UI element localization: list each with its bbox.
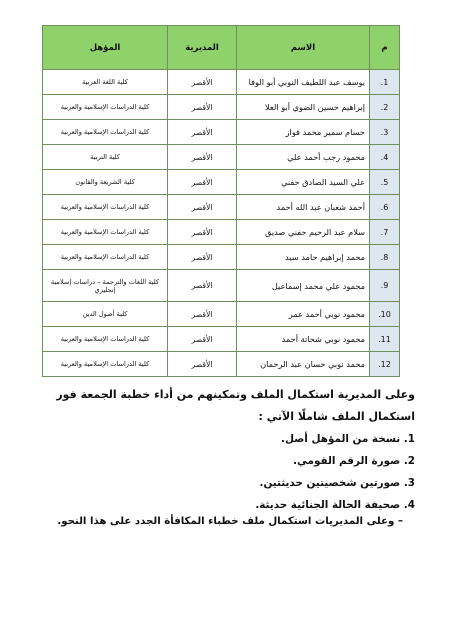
row-directorate: الأقصر: [168, 327, 237, 352]
row-qualification: كلية الشريعة والقانون: [43, 170, 168, 195]
intro-paragraph: وعلى المديرية استكمال الملف وتمكينهم من أداء خطبة الجمعة فور استكمال الملف شاملًا الآتي :: [56, 388, 415, 423]
row-name: محمد إبراهيم حامد سيد: [237, 245, 370, 270]
row-name: إبراهيم حسين الضوي أبو العلا: [237, 95, 370, 120]
row-number: 5.: [370, 170, 400, 195]
table-row: [43, 327, 400, 352]
row-qualification: كلية اللغات والترجمة – دراسات إسلامية إنجليزي: [43, 270, 168, 302]
closing-note: – وعلى المديريات استكمال ملف خطباء المكافأة الجدد على هذا النحو.: [57, 516, 403, 527]
table-row: [43, 145, 400, 170]
header-num: م: [370, 26, 400, 70]
table-row: [43, 302, 400, 327]
requirements-list: [35, 428, 415, 516]
header-name: الاسم: [237, 26, 370, 70]
row-qualification: كلية اللغة العربية: [43, 70, 168, 95]
table-row: [43, 195, 400, 220]
table-row: [43, 170, 400, 195]
row-qualification: كلية الدراسات الإسلامية والعربية: [43, 120, 168, 145]
row-directorate: الأقصر: [168, 245, 237, 270]
row-name: محمود رجب أحمد علي: [237, 145, 370, 170]
row-number: 7.: [370, 220, 400, 245]
row-directorate: الأقصر: [168, 170, 237, 195]
requirement-item: 2. صورة الرقم القومي.: [293, 455, 415, 467]
table-row: [43, 120, 400, 145]
table-row: [43, 220, 400, 245]
row-directorate: الأقصر: [168, 220, 237, 245]
row-qualification: كلية الدراسات الإسلامية والعربية: [43, 220, 168, 245]
row-name: سلام عبد الرحيم حفني صديق: [237, 220, 370, 245]
table-row: [43, 70, 400, 95]
reward-preachers-table: [42, 25, 400, 377]
table-row: [43, 245, 400, 270]
row-directorate: الأقصر: [168, 302, 237, 327]
table-row: [43, 95, 400, 120]
table-row: [43, 352, 400, 377]
row-qualification: كلية التربية: [43, 145, 168, 170]
row-name: أحمد شعبان عبد الله أحمد: [237, 195, 370, 220]
row-directorate: الأقصر: [168, 270, 237, 302]
row-directorate: الأقصر: [168, 195, 237, 220]
row-number: 12.: [370, 352, 400, 377]
table-header-row: [43, 26, 400, 70]
row-number: 2.: [370, 95, 400, 120]
row-qualification: كلية الدراسات الإسلامية والعربية: [43, 327, 168, 352]
row-number: 8.: [370, 245, 400, 270]
row-directorate: الأقصر: [168, 352, 237, 377]
row-number: 10.: [370, 302, 400, 327]
row-directorate: الأقصر: [168, 70, 237, 95]
row-name: محمود نوبي شحاتة أحمد: [237, 327, 370, 352]
row-number: 3.: [370, 120, 400, 145]
row-name: محمد نوبي حسان عبد الرحمان: [237, 352, 370, 377]
requirement-item: 3. صورتين شخصيتين حديثتين.: [259, 477, 415, 489]
row-number: 4.: [370, 145, 400, 170]
row-qualification: كلية أصول الدين: [43, 302, 168, 327]
requirement-item: 1. نسخة من المؤهل أصل.: [281, 433, 415, 445]
row-qualification: كلية الدراسات الإسلامية والعربية: [43, 352, 168, 377]
row-name: محمود علي محمد إسماعيل: [237, 270, 370, 302]
row-name: محمود نوبي أحمد عمر: [237, 302, 370, 327]
row-number: 11.: [370, 327, 400, 352]
row-qualification: كلية الدراسات الإسلامية والعربية: [43, 95, 168, 120]
row-name: علي السيد الصادق حفني: [237, 170, 370, 195]
row-number: 6.: [370, 195, 400, 220]
row-number: 9.: [370, 270, 400, 302]
row-name: يوسف عبد اللطيف النوبي أبو الوفا: [237, 70, 370, 95]
table-row: [43, 270, 400, 302]
row-number: 1.: [370, 70, 400, 95]
row-qualification: كلية الدراسات الإسلامية والعربية: [43, 195, 168, 220]
row-directorate: الأقصر: [168, 95, 237, 120]
requirement-item: 4. صحيفة الحالة الجنائية حديثة.: [255, 499, 415, 511]
header-qualification: المؤهل: [43, 26, 168, 70]
row-name: حسام سمير محمد فواز: [237, 120, 370, 145]
row-directorate: الأقصر: [168, 145, 237, 170]
row-qualification: كلية الدراسات الإسلامية والعربية: [43, 245, 168, 270]
header-directorate: المديرية: [168, 26, 237, 70]
row-directorate: الأقصر: [168, 120, 237, 145]
